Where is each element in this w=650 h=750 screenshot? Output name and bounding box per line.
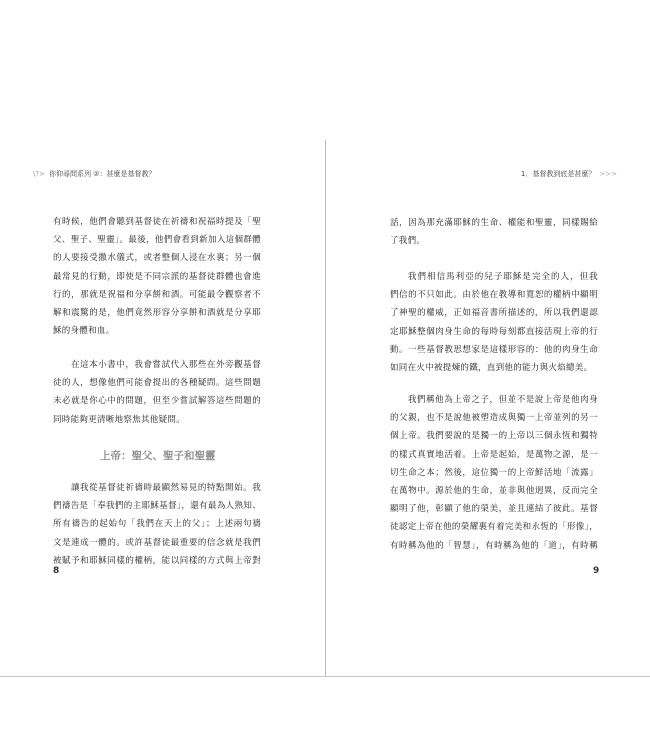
right-paragraph-3 [390, 391, 598, 555]
text-line: 有時稱為他的「智慧」，有時稱為他的「道」，有時稱 [390, 540, 598, 551]
text-line: 我們相信馬利亞的兒子耶穌是完全的人，但我 [408, 272, 598, 282]
text-line: 的人要接受撒水儀式，或者整個人浸在水裏；另一個 [53, 253, 261, 264]
page-bottom-edge [0, 676, 650, 677]
text-line: 穌的身體和血。 [53, 326, 115, 337]
right-running-header [521, 169, 617, 179]
series-title: 你仰尋問系列 ②：甚麼是基督教？ [48, 170, 156, 178]
text-line: 在萬物中。源於他的生命，並非與他迥異，反而完全 [390, 485, 598, 496]
text-line: 在這本小書中，我會嘗試代入那些在外旁觀基督 [71, 360, 261, 370]
text-line: 如同在火中被提煉的鐵，直到他的能力與火焰總美。 [390, 362, 593, 373]
text-line: 的父親，也不是說他被塑造成與獨一上帝並列的另一 [390, 413, 598, 424]
text-line: 徒認定上帝在他的榮耀裏有着完美和永恆的「形像」， [390, 522, 598, 533]
text-line: 未必就是你心中的問題，但至少嘗試解答這些問題的 [53, 396, 261, 407]
book-spine [325, 140, 326, 676]
text-line: 有時候，他們會聽到基督徒在祈禱和祝福時提及「聖 [53, 217, 261, 227]
left-running-header [33, 169, 155, 179]
page-number-right: 9 [593, 566, 600, 576]
text-line: 文是連成一體的。或許基督徒最重要的信念就是我們 [53, 537, 261, 548]
text-line: 們信的不只如此。由於他在教導和寬恕的權柄中顯明 [390, 290, 598, 301]
text-line: 了神聖的權威，正如福音書所描述的，所以我們還認 [390, 308, 598, 319]
text-line: 個上帝。我們要說的是獨一的上帝以三個永恆和獨特 [390, 431, 598, 442]
text-line: 所有禱告的起始句「我們在天上的父」；上述兩句禱 [53, 519, 261, 530]
text-line: 行的，那就是祝福和分享餅和酒。可能最令觀察者不 [53, 289, 261, 300]
left-paragraph-1 [53, 213, 261, 340]
text-line: 顯明了他，彰顯了他的榮美，並且連結了彼此。基督 [390, 504, 598, 515]
text-line: 徒的人，想像他們可能會提出的各種疑問。這些問題 [53, 378, 261, 389]
question-mark-logo-icon: \?> [33, 170, 45, 178]
text-line: 被賦予和耶穌同樣的權柄，能以同樣的方式與上帝對 [53, 555, 261, 566]
text-line: 最常見的行動，即使是不同宗派的基督徒群體也會進 [53, 271, 261, 282]
text-line: 們禱告是「奉我們的主耶穌基督」，還有最為人熟知、 [53, 501, 261, 512]
text-line: 話，因為那充滿耶穌的生命、權能和聖靈，同樣賜給 [390, 218, 598, 228]
text-line: 動。一些基督教思想家是這樣形容的：他的肉身生命 [390, 344, 598, 355]
text-line: 我們稱他為上帝之子，但並不是說上帝是他肉身 [408, 395, 598, 405]
arrows-icon: >>> [599, 170, 617, 178]
page-number-left: 8 [53, 566, 60, 576]
text-line: 切生命之本；然後，這位獨一的上帝鮮活地「流露」 [390, 467, 598, 478]
text-line: 的樣式真實地活着。上帝是起始，是萬物之源，是一 [390, 449, 598, 460]
text-line: 同時能夠更清晰地察焦其他疑問。 [53, 414, 186, 425]
section-heading: 上帝：聖父、聖子和聖靈 [100, 450, 216, 462]
text-line: 解和震驚的是，他們竟然形容分享餅和酒就是分享耶 [53, 307, 261, 318]
chapter-title: 1．基督教到底是甚麼？ [520, 170, 596, 178]
right-paragraph-1 [390, 214, 598, 250]
left-paragraph-3 [53, 479, 261, 570]
left-paragraph-2 [53, 356, 261, 429]
text-line: 了我們。 [390, 236, 426, 247]
text-line: 父、聖子、聖靈」。最後，他們會看到新加入這個群體 [53, 235, 261, 246]
right-paragraph-2 [390, 268, 598, 377]
text-line: 讓我從基督徒祈禱時最顯然易見的特點開始。我 [71, 483, 261, 493]
text-line: 定耶穌整個肉身生命的每時每刻都直接活現上帝的行 [390, 326, 598, 337]
